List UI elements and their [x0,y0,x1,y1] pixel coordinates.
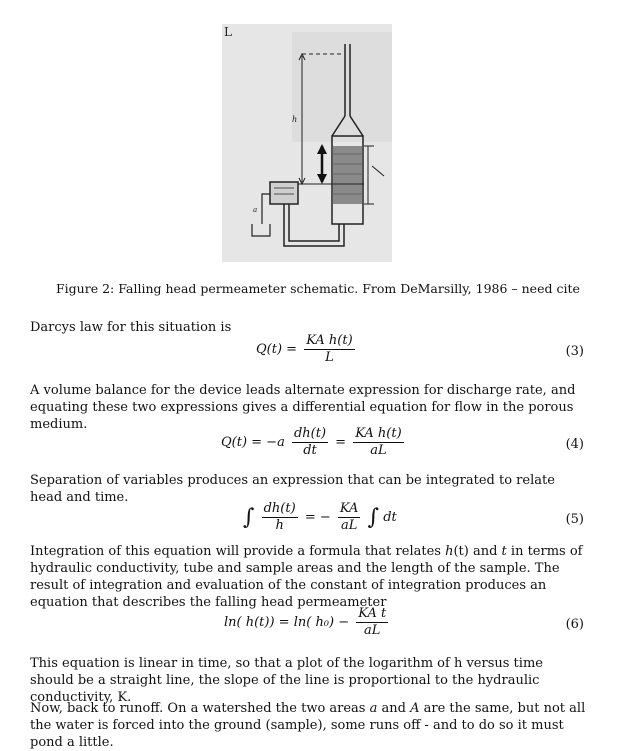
equation-number-6: (6) [565,617,584,632]
para4-var-h: h [445,544,454,559]
figure-caption: Figure 2: Falling head permeameter schematic. From DeMarsilly, 1986 – need cite [56,281,580,296]
eq5-integral-2: ∫ [367,505,380,530]
para4-var-h-arg: (t) [453,544,469,559]
eq6-fraction [356,607,388,638]
eq5-denominator-2: aL [340,518,358,533]
eq4-fraction-1 [292,427,328,458]
paragraph-5: This equation is linear in time, so that a plot of the logarithm of h versus time should be a straight line, the slope of the line is proportional to the hydraulic conductivity, K. [30,656,543,705]
para4-var-t: t [501,544,507,559]
para6-text-c: are the same, but not all the water is forced into the ground (sample), some runs off - and to do so it must pond a little. [30,701,586,750]
equation-number-4: (4) [565,437,584,452]
eq6-denominator: aL [364,623,381,638]
equation-4 [221,427,407,458]
label-h: h [292,115,298,124]
eq4-fraction-2 [353,427,403,458]
eq3-denominator: L [325,350,334,365]
eq3-lhs: Q(t) = [256,342,298,357]
permeameter-figure [222,24,392,262]
equation-number-3: (3) [565,344,584,359]
eq5-fraction-1 [262,502,298,533]
eq5-equals: = − [304,510,331,525]
para6-text-b: and [377,701,411,716]
equation-5 [243,502,397,533]
eq4-numerator-1: dh(t) [293,426,327,441]
eq5-dt: dt [383,510,397,525]
eq5-integral-1: ∫ [243,505,255,530]
eq5-fraction-2 [338,502,361,533]
para6-text-a: Now, back to runoff. On a watershed the two areas [30,701,370,716]
para4-text-c: in terms of hydraulic conductivity, tube and sample areas and the length of the sample. The result of integration and evaluation of the constant of integration produces an equation that describes the falling head permeameter [30,544,583,610]
eq3-fraction [304,334,354,365]
eq5-numerator-1: dh(t) [263,501,296,516]
label-L: L [224,25,232,39]
eq4-lhs: Q(t) = −a [221,435,285,450]
para6-var-a: a [369,701,378,716]
paragraph-3: Separation of variables produces an expression that can be integrated to relate head and time. [30,473,555,505]
eq4-numerator-2: KA h(t) [355,426,402,441]
eq5-numerator-2: KA [339,501,359,516]
paragraph-4 [30,543,586,611]
paragraph-6 [30,700,586,751]
equation-3 [256,334,358,365]
label-a: a [253,206,258,214]
eq4-equals: = [335,435,347,450]
para6-var-A: A [410,701,420,716]
eq4-denominator-1: dt [303,443,317,458]
paragraph-1: Darcys law for this situation is [30,320,232,335]
paragraph-2: A volume balance for the device leads alternate expression for discharge rate, and equating these two expressions gives a differential equation for flow in the porous medium. [30,383,576,432]
eq6-lhs: ln( h(t)) = ln( h₀) − [224,615,350,630]
equation-6 [224,607,391,638]
permeameter-diagram [222,24,392,262]
para4-text-b: and [468,544,502,559]
para4-text-a: Integration of this equation will provide a formula that relates [30,544,446,559]
equation-number-5: (5) [565,512,584,527]
eq5-denominator-1: h [275,518,284,533]
eq4-denominator-2: aL [370,443,387,458]
eq3-numerator: KA h(t) [306,333,353,348]
eq6-numerator: KA t [358,606,387,621]
